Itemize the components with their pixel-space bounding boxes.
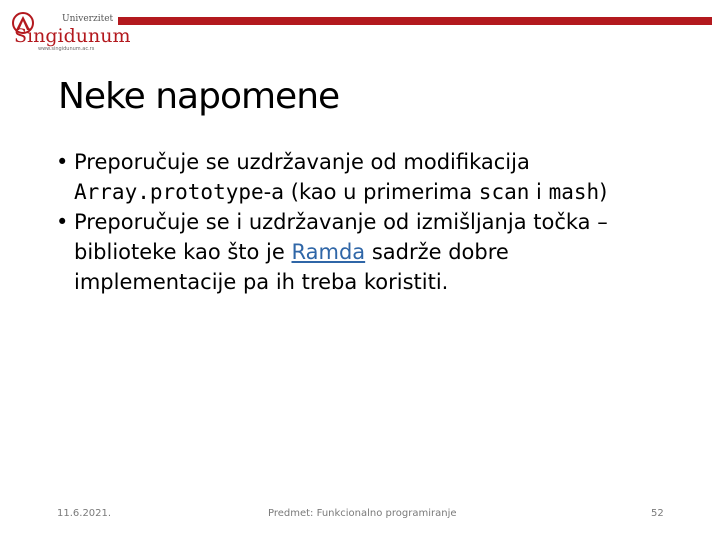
bullet2-text-2: sadrže dobre implementacije pa ih treba koristiti. <box>74 240 509 294</box>
bullet-item-1 <box>56 147 666 207</box>
header-accent-bar <box>118 17 712 25</box>
code-array-prototype: Array.prototype <box>74 180 264 204</box>
code-mash: mash <box>548 180 600 204</box>
bullet-dot: • <box>56 210 69 234</box>
code-scan: scan <box>478 180 530 204</box>
bullet1-text-3: i <box>529 180 549 204</box>
slide-content <box>56 147 666 297</box>
bullet1-text-2: -a (kao u primerima <box>263 180 479 204</box>
bullet1-text-4: ) <box>599 180 608 204</box>
ramda-link[interactable]: Ramda <box>291 240 366 264</box>
university-logo <box>10 10 131 52</box>
svg-text:Univerzitet: Univerzitet <box>62 14 114 24</box>
bullet2-text-1: Preporučuje se i uzdržavanje od izmišljanja točka – biblioteke kao što je <box>74 210 608 264</box>
bullet1-text-1: Preporučuje se uzdržavanje od modifikacija <box>74 150 530 174</box>
footer-page-number: 52 <box>651 508 664 519</box>
footer-course: Predmet: Funkcionalno programiranje <box>268 508 457 519</box>
footer-date: 11.6.2021. <box>57 508 112 519</box>
svg-text:www.singidunum.ac.rs: www.singidunum.ac.rs <box>38 46 95 52</box>
bullet-dot: • <box>56 150 69 174</box>
svg-text:Singidunum: Singidunum <box>14 25 131 47</box>
slide-title: Neke napomene <box>58 76 340 117</box>
bullet-item-2 <box>56 207 666 297</box>
